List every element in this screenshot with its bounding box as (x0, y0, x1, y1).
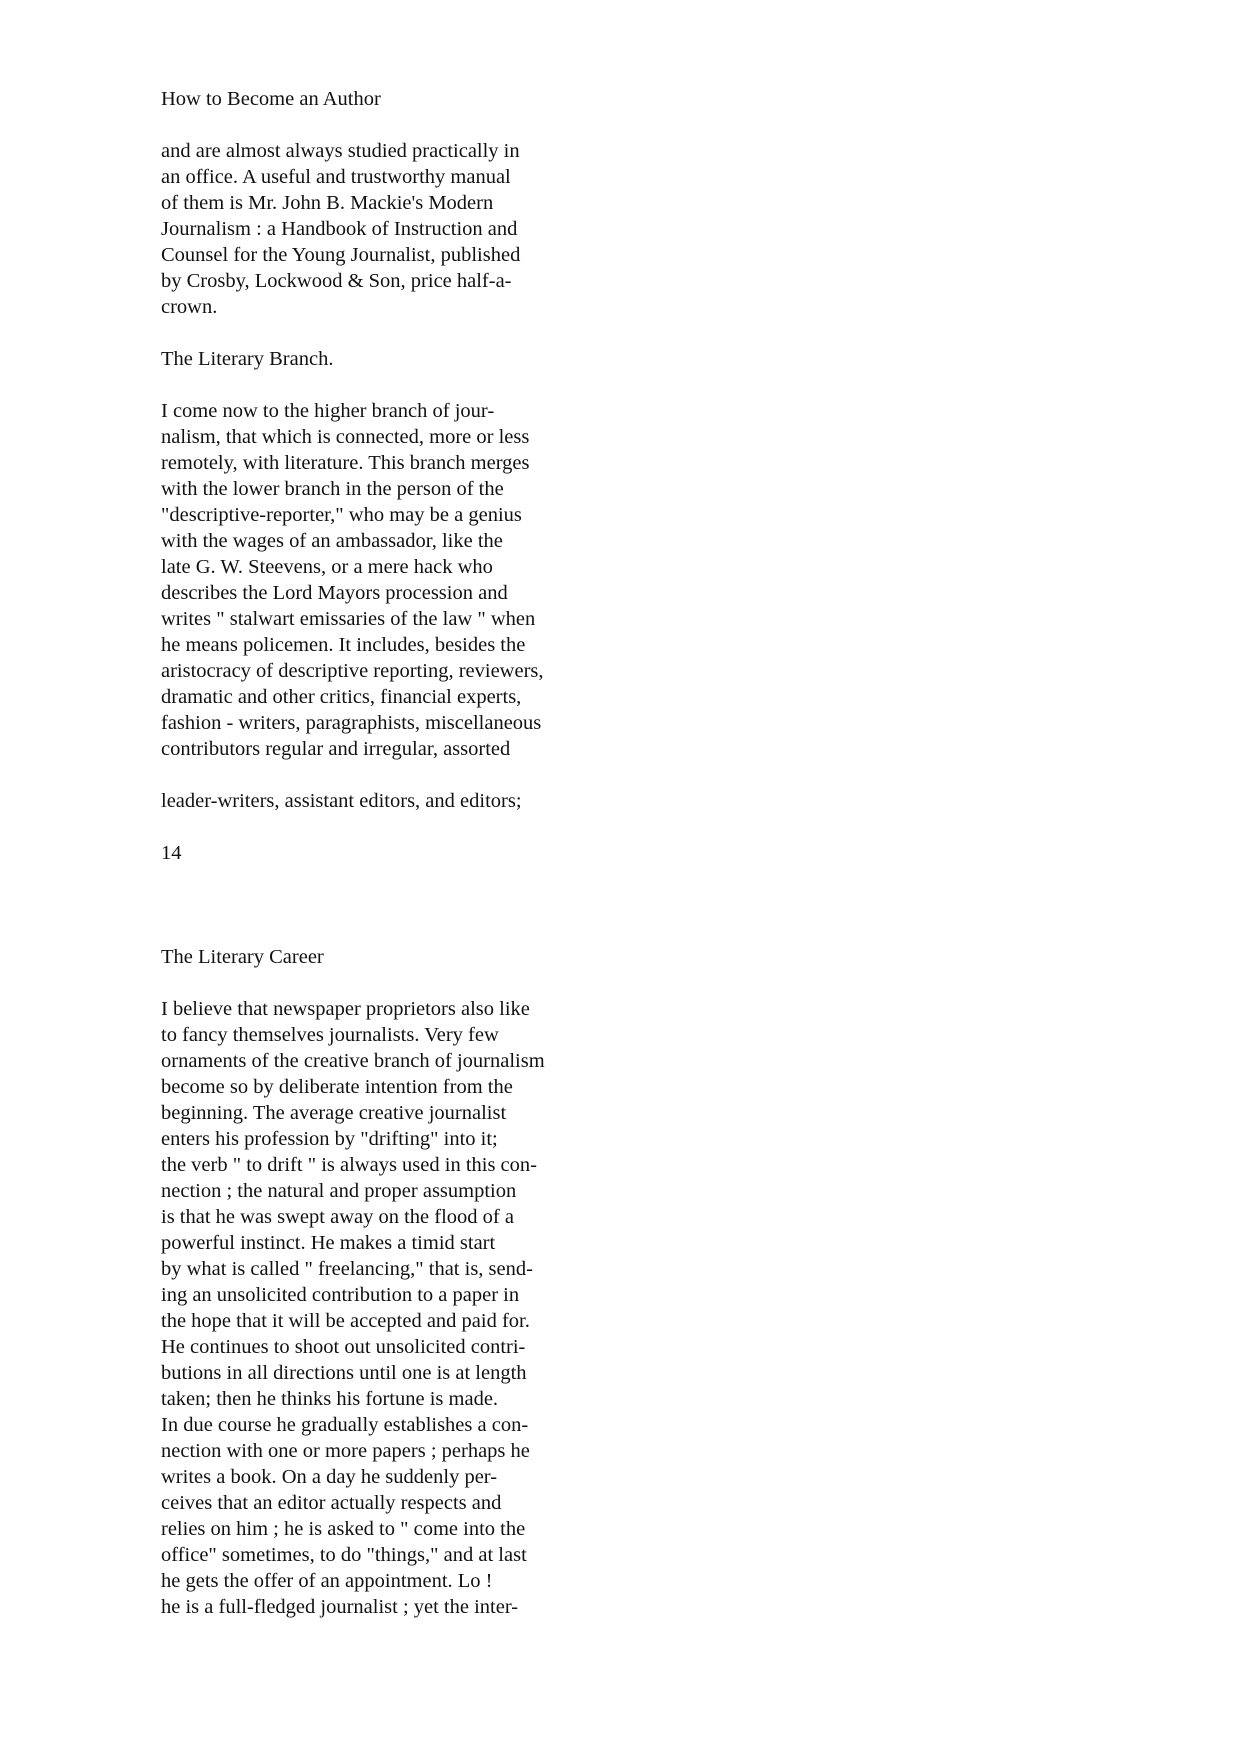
text-line: ing an unsolicited contribution to a paper in (161, 1284, 520, 1306)
text-line: In due course he gradually establishes a con- (161, 1414, 529, 1436)
text-line: fashion - writers, paragraphists, miscellaneous (161, 712, 542, 734)
text-line: relies on him ; he is asked to " come into the (161, 1518, 526, 1540)
text-line: "descriptive-reporter," who may be a genius (161, 504, 522, 526)
text-line: the hope that it will be accepted and paid for. (161, 1310, 530, 1332)
text-line: is that he was swept away on the flood of a (161, 1206, 514, 1228)
text-line: ceives that an editor actually respects and (161, 1492, 502, 1514)
text-line: nalism, that which is connected, more or less (161, 426, 530, 448)
text-line: taken; then he thinks his fortune is made. (161, 1388, 499, 1410)
paragraph-3: leader-writers, assistant editors, and editors; (161, 790, 522, 812)
text-line: dramatic and other critics, financial experts, (161, 686, 522, 708)
text-line: nection ; the natural and proper assumption (161, 1180, 517, 1202)
text-line: he gets the offer of an appointment. Lo ! (161, 1570, 493, 1592)
page-number: 14 (161, 842, 182, 864)
text-line: He continues to shoot out unsolicited contri- (161, 1336, 526, 1358)
text-line: to fancy themselves journalists. Very few (161, 1024, 499, 1046)
text-line: with the lower branch in the person of the (161, 478, 504, 500)
text-line: Counsel for the Young Journalist, published (161, 244, 521, 266)
text-line: butions in all directions until one is at length (161, 1362, 527, 1384)
text-line: of them is Mr. John B. Mackie's Modern (161, 192, 494, 214)
text-line: contributors regular and irregular, assorted (161, 738, 511, 760)
text-line: with the wages of an ambassador, like the (161, 530, 503, 552)
text-line: nection with one or more papers ; perhaps he (161, 1440, 530, 1462)
text-line: office" sometimes, to do "things," and at last (161, 1544, 527, 1566)
text-line: and are almost always studied practically in (161, 140, 520, 162)
text-line: the verb " to drift " is always used in this con- (161, 1154, 537, 1176)
text-line: he is a full-fledged journalist ; yet the inter- (161, 1596, 519, 1618)
paragraph-1 (161, 138, 520, 320)
text-line: writes a book. On a day he suddenly per- (161, 1466, 498, 1488)
text-line: by what is called " freelancing," that is, send- (161, 1258, 533, 1280)
text-line: Journalism : a Handbook of Instruction and (161, 218, 518, 240)
text-line: crown. (161, 296, 218, 318)
text-line: beginning. The average creative journalist (161, 1102, 507, 1124)
running-head: How to Become an Author (161, 88, 381, 110)
text-line: an office. A useful and trustworthy manual (161, 166, 511, 188)
text-line: remotely, with literature. This branch merges (161, 452, 530, 474)
text-line: I believe that newspaper proprietors also like (161, 998, 530, 1020)
text-line: he means policemen. It includes, besides the (161, 634, 526, 656)
text-line: ornaments of the creative branch of journalism (161, 1050, 545, 1072)
paragraph-4 (161, 996, 545, 1620)
text-line: describes the Lord Mayors procession and (161, 582, 508, 604)
text-line: aristocracy of descriptive reporting, reviewers, (161, 660, 544, 682)
text-line: enters his profession by "drifting" into it; (161, 1128, 498, 1150)
text-line: late G. W. Steevens, or a mere hack who (161, 556, 493, 578)
text-line: powerful instinct. He makes a timid start (161, 1232, 496, 1254)
running-head: The Literary Career (161, 946, 324, 968)
text-line: I come now to the higher branch of jour- (161, 400, 495, 422)
text-line: become so by deliberate intention from the (161, 1076, 513, 1098)
text-line: by Crosby, Lockwood & Son, price half-a- (161, 270, 512, 292)
text-line: writes " stalwart emissaries of the law " when (161, 608, 536, 630)
paragraph-2 (161, 398, 544, 762)
section-heading: The Literary Branch. (161, 348, 334, 370)
